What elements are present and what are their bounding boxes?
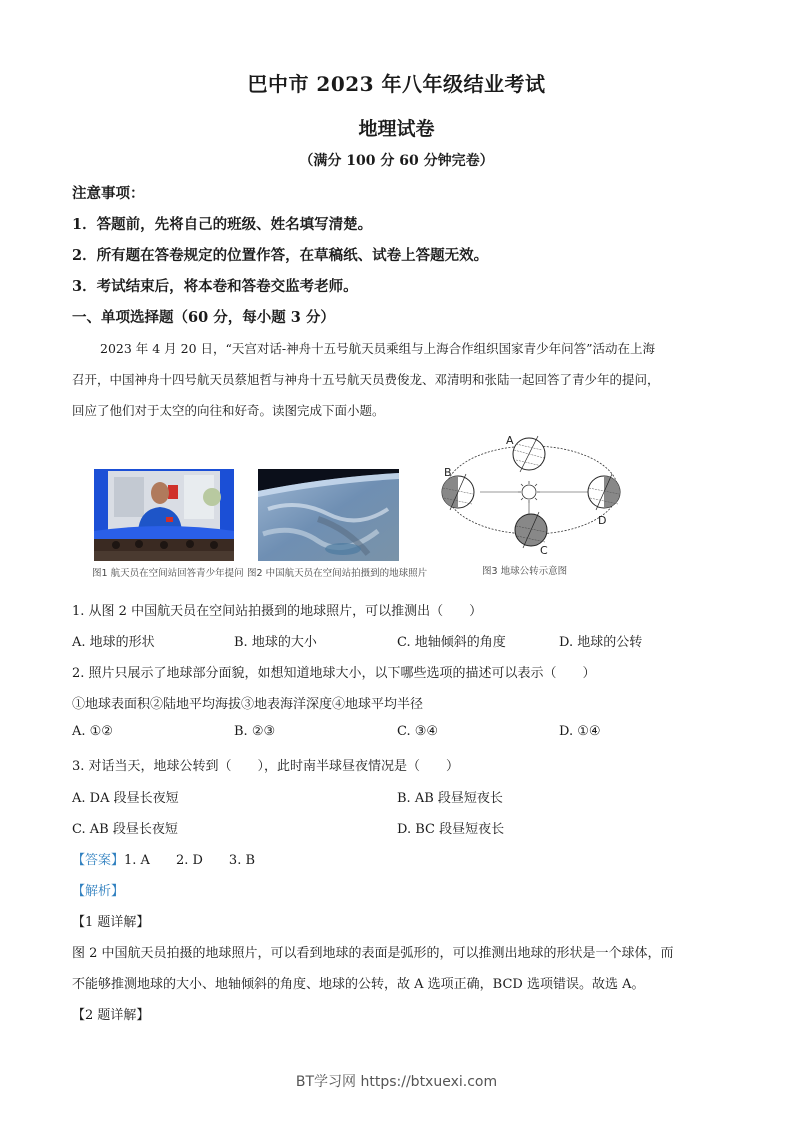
q1-option-c: C. 地轴倾斜的角度 — [397, 635, 506, 650]
explanation-2-heading: 【2 题详解】 — [72, 1008, 150, 1023]
notice-item-1: 1．答题前，先将自己的班级、姓名填写清楚。 — [72, 216, 373, 233]
question-1-stem: 1. 从图 2 中国航天员在空间站拍摄到的地球照片，可以推测出（ ） — [72, 604, 483, 619]
notice-heading: 注意事项： — [72, 185, 145, 202]
passage-line-3: 回应了他们对于太空的向往和好奇。读图完成下面小题。 — [72, 403, 385, 418]
orbit-label-a: A — [506, 434, 514, 447]
q3-option-a: A. DA 段昼长夜短 — [72, 791, 179, 806]
question-3-stem: 3. 对话当天，地球公转到（ ），此时南半球昼夜情况是（ ） — [72, 759, 460, 774]
figure-1-astronaut-photo — [94, 469, 234, 561]
q2-option-a: A. ①② — [72, 724, 113, 739]
q2-option-c: C. ③④ — [397, 724, 439, 739]
answer-label: 【答案】 — [72, 853, 125, 868]
section-heading: 一、单项选择题（60 分，每小题 3 分） — [72, 309, 335, 326]
astronaut-photo-image — [94, 469, 234, 561]
passage-line-2: 召开，中国神舟十四号航天员蔡旭哲与神舟十五号航天员费俊龙、邓清明和张陆一起回答了青少年的提问， — [72, 372, 660, 387]
question-2-stem: 2. 照片只展示了地球部分面貌，如想知道地球大小，以下哪些选项的描述可以表示（ ） — [72, 666, 596, 681]
q2-option-d: D. ①④ — [559, 724, 601, 739]
q1-option-d: D. 地球的公转 — [559, 635, 643, 650]
orbit-label-d: D — [598, 514, 607, 527]
orbit-label-b: B — [444, 466, 452, 479]
figure-1-caption: 图1 航天员在空间站回答青少年提问 — [92, 568, 244, 579]
analysis-label: 【解析】 — [72, 884, 125, 899]
answer-3: 3. B — [228, 853, 256, 868]
explanation-1-heading: 【1 题详解】 — [72, 915, 150, 930]
figure-3-caption: 图3 地球公转示意图 — [482, 566, 568, 577]
notice-item-3: 3．考试结束后，将本卷和答卷交监考老师。 — [72, 278, 358, 295]
figure-3-orbit-diagram — [432, 428, 632, 560]
q1-option-a: A. 地球的形状 — [72, 635, 155, 650]
earth-photo-image — [258, 469, 399, 561]
q2-option-b: B. ②③ — [234, 724, 276, 739]
explanation-1-line-1: 图 2 中国航天员拍摄的地球照片，可以看到地球的表面是弧形的，可以推测出地球的形状是一个球体，而 — [72, 946, 674, 961]
q3-option-d: D. BC 段昼短夜长 — [397, 822, 505, 837]
answer-2: 2. D — [175, 853, 203, 868]
question-2-choices-list: ①地球表面积②陆地平均海拔③地表海洋深度④地球平均半径 — [72, 697, 424, 712]
q3-option-c: C. AB 段昼长夜短 — [72, 822, 178, 837]
exam-title: 巴中市 2023 年八年级结业考试 — [247, 72, 546, 96]
answer-row — [72, 849, 255, 868]
figure-2-earth-photo — [258, 469, 399, 561]
passage-line-1: 2023 年 4 月 20 日，“天宫对话-神舟十五号航天员乘组与上海合作组织国家青少年问答”活动在上海 — [100, 341, 656, 356]
figure-2-caption: 图2 中国航天员在空间站拍摄到的地球照片 — [247, 568, 428, 579]
footer-watermark: BT学习网 https://btxuexi.com — [295, 1074, 498, 1090]
score-note: （满分 100 分 60 分钟完卷） — [299, 153, 494, 169]
answer-1: 1. A — [124, 853, 150, 868]
orbit-label-c: C — [540, 544, 548, 557]
q3-option-b: B. AB 段昼短夜长 — [397, 791, 503, 806]
notice-item-2: 2．所有题在答卷规定的位置作答，在草稿纸、试卷上答题无效。 — [72, 247, 489, 264]
q1-option-b: B. 地球的大小 — [234, 635, 317, 650]
exam-subtitle: 地理试卷 — [358, 118, 435, 140]
earth-revolution-diagram — [432, 428, 632, 560]
explanation-1-line-2: 不能够推测地球的大小、地轴倾斜的角度、地球的公转，故 A 选项正确，BCD 选项错误。故选 A。 — [72, 977, 645, 992]
